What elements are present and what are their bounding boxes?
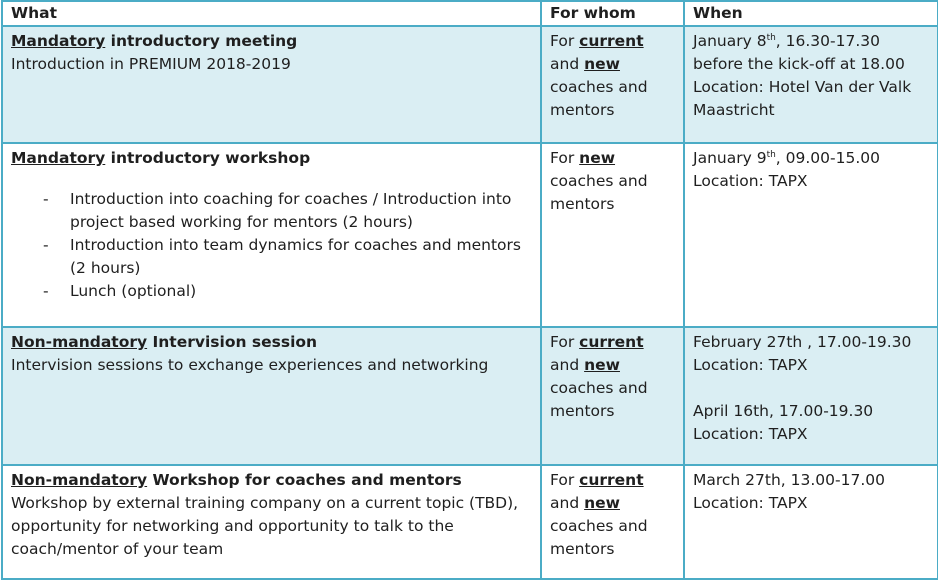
when-date: January 8th, 16.30-17.30 before the kick-off at 18.00 — [693, 32, 905, 73]
when-date: January 9th, 09.00-15.00 — [693, 149, 880, 167]
for-whom-cell: For new coaches and mentors — [541, 143, 684, 327]
row-description: Introduction in PREMIUM 2018-2019 — [11, 55, 291, 73]
table-row — [2, 26, 938, 143]
schedule-table — [1, 0, 938, 580]
header-for-whom: For whom — [541, 1, 684, 26]
for-whom-cell: For current and new coaches and mentors — [541, 327, 684, 465]
when-cell — [684, 465, 938, 579]
for-whom-cell: For current and new coaches and mentors — [541, 26, 684, 143]
when-location: Location: TAPX — [693, 172, 808, 190]
when-cell — [684, 143, 938, 327]
what-cell — [2, 143, 541, 327]
when-date: February 27th , 17.00-19.30 — [693, 333, 912, 351]
when-cell — [684, 26, 938, 143]
row-description: Intervision sessions to exchange experiences and networking — [11, 356, 489, 374]
row-title: Non-mandatory Intervision session — [11, 333, 318, 351]
when-location: Location: TAPX — [693, 494, 808, 512]
when-cell — [684, 327, 938, 465]
what-cell — [2, 327, 541, 465]
header-what: What — [2, 1, 541, 26]
header-row — [2, 1, 938, 26]
workshop-item-list — [11, 188, 532, 303]
list-item: - Introduction into team dynamics for coaches and mentors (2 hours) — [43, 236, 521, 277]
row-title: Mandatory introductory meeting — [11, 32, 298, 50]
table-row — [2, 465, 938, 579]
when-location: Location: TAPX — [693, 356, 808, 374]
row-description: Workshop by external training company on a current topic (TBD), opportunity for networking and opportunity to talk to the coach/mentor of your team — [11, 494, 519, 558]
row-title: Non-mandatory Workshop for coaches and mentors — [11, 471, 462, 489]
table-row — [2, 327, 938, 465]
what-cell — [2, 26, 541, 143]
when-location: Location: Hotel Van der Valk Maastricht — [693, 78, 912, 119]
row-title: Mandatory introductory workshop — [11, 149, 311, 167]
what-cell — [2, 465, 541, 579]
when-date: March 27th, 13.00-17.00 — [693, 471, 885, 489]
list-item: - Lunch (optional) — [43, 282, 197, 300]
table-row — [2, 143, 938, 327]
list-item: - Introduction into coaching for coaches / Introduction into project based working for mentors (2 hours) — [43, 190, 512, 231]
when-date: April 16th, 17.00-19.30 — [693, 402, 874, 420]
when-location: Location: TAPX — [693, 425, 808, 443]
header-when: When — [684, 1, 938, 26]
for-whom-cell: For current and new coaches and mentors — [541, 465, 684, 579]
